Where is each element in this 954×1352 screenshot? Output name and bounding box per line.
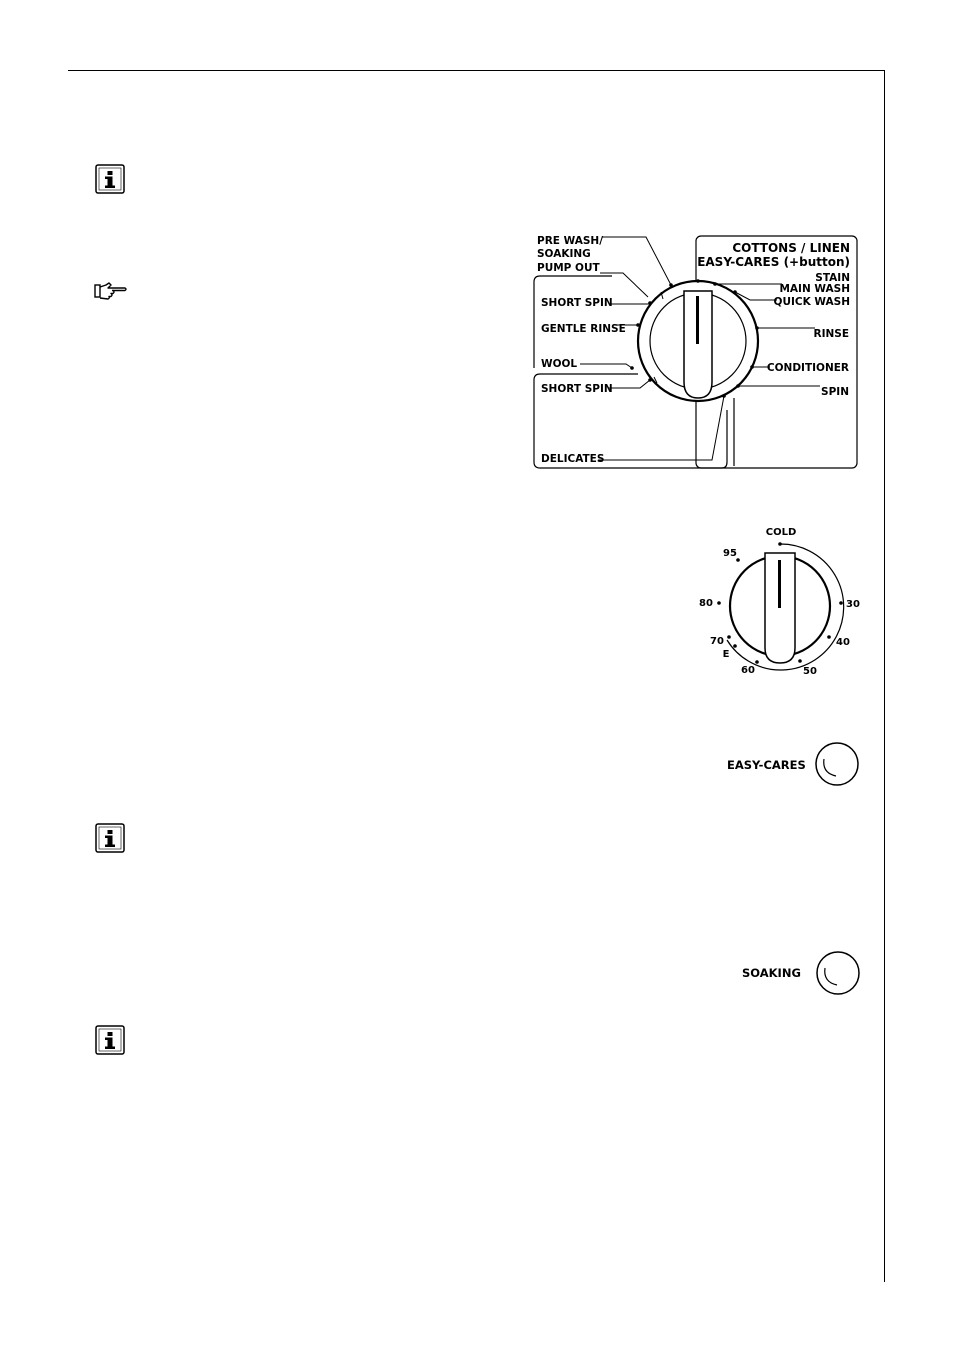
label-short-spin-top: SHORT SPIN [541, 297, 613, 309]
soaking-button[interactable] [815, 950, 861, 996]
label-stain: STAIN [815, 272, 850, 284]
label-spin: SPIN [821, 386, 849, 398]
programme-dial [525, 228, 865, 478]
temp-80: 80 [699, 598, 713, 609]
temp-70: 70 [710, 636, 724, 647]
label-gentle-rinse: GENTLE RINSE [541, 323, 626, 335]
label-rinse: RINSE [813, 328, 849, 340]
temp-60: 60 [741, 665, 755, 676]
easy-cares-label: EASY-CARES [727, 758, 806, 772]
temp-40: 40 [836, 637, 850, 648]
easy-cares-button[interactable] [814, 741, 860, 787]
label-short-spin-bottom: SHORT SPIN [541, 383, 613, 395]
temp-50: 50 [803, 666, 817, 677]
label-pre-wash: PRE WASH/ [537, 235, 604, 247]
temp-cold: COLD [765, 527, 797, 538]
soaking-label: SOAKING [742, 966, 801, 980]
pointing-hand-icon [94, 281, 128, 301]
label-main-wash: MAIN WASH [779, 283, 850, 295]
info-icon [95, 1025, 125, 1055]
label-pump-out: PUMP OUT [537, 262, 600, 274]
label-quick-wash: QUICK WASH [773, 296, 850, 308]
info-icon [95, 164, 125, 194]
temp-e: E [722, 649, 730, 660]
header-easy-cares: EASY-CARES (+button) [697, 255, 850, 269]
label-wool: WOOL [541, 358, 578, 370]
right-rule [884, 70, 885, 1282]
top-rule [68, 70, 885, 71]
wool-box [534, 276, 612, 368]
header-cottons-linen: COTTONS / LINEN [732, 241, 850, 255]
temp-95: 95 [723, 548, 737, 559]
label-delicates: DELICATES [541, 453, 605, 465]
label-soaking: SOAKING [537, 248, 591, 260]
label-conditioner: CONDITIONER [766, 362, 849, 374]
temperature-dial [695, 520, 865, 685]
info-icon [95, 823, 125, 853]
temp-30: 30 [846, 599, 860, 610]
